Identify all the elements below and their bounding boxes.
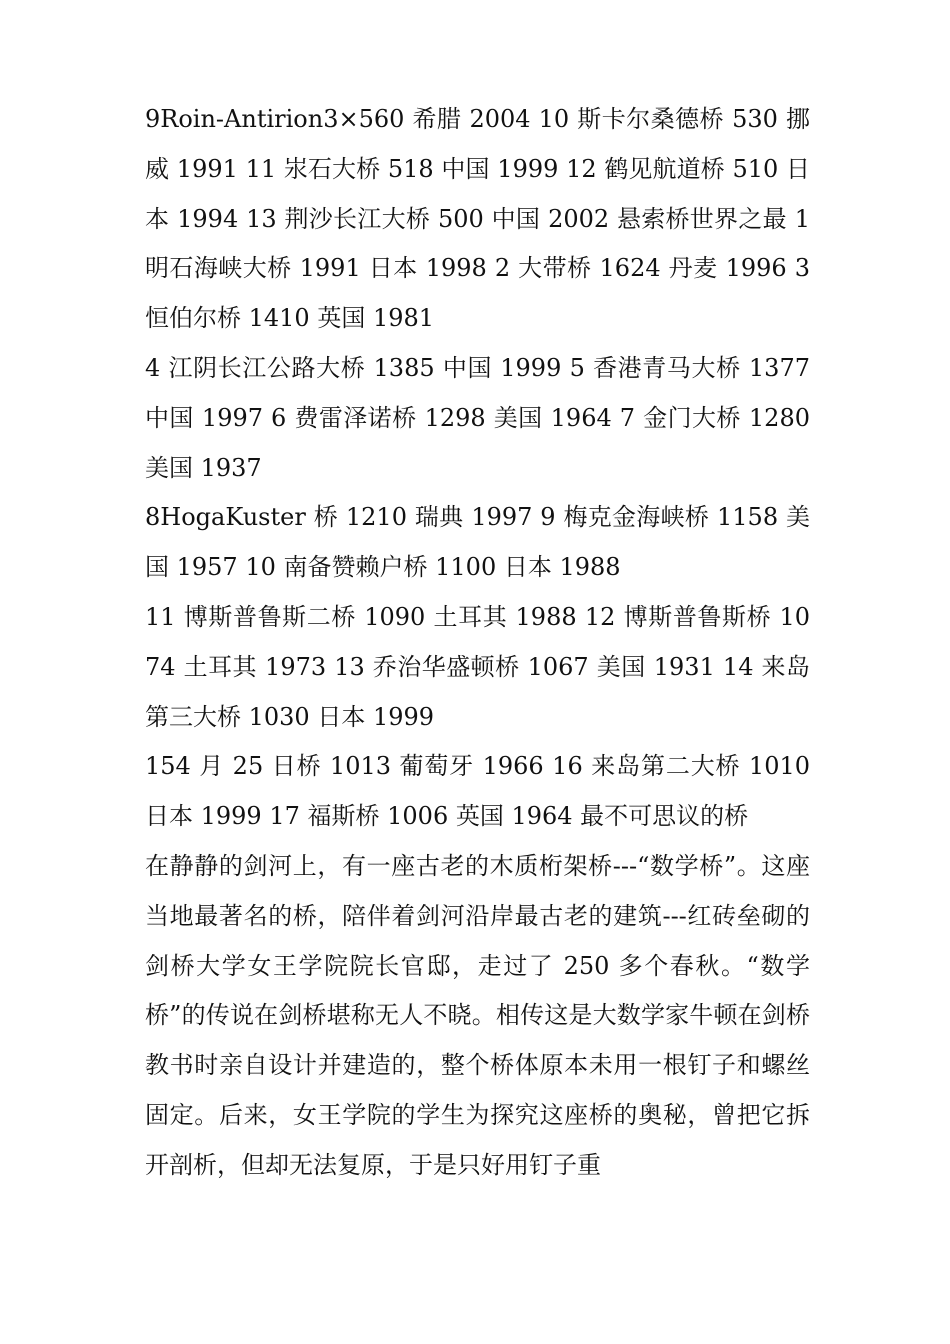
- paragraph-mathematical-bridge: 在静静的剑河上，有一座古老的木质桁架桥---“数学桥”。这座当地最著名的桥，陪伴着剑河沿岸最古老的建筑---红砖垒砌的剑桥大学女王学院院长官邸，走过了 250 多个春秋。“数学桥”的传说在剑桥堪称无人不晓。相传这是大数学家牛顿在剑桥教书时亲自设计并建造的，整个桥体原本未用一根钉子和螺丝固定。后来，女王学院的学生为探究这座桥的奥秘，曾把它拆开剖析，但却无法复原，于是只好用钉子重: [145, 851, 810, 1179]
- paragraph-suspension-list-part-2: 4 江阴长江公路大桥 1385 中国 1999 5 香港青马大桥 1377 中国 1997 6 费雷泽诺桥 1298 美国 1964 7 金门大桥 1280 美国 1937: [145, 353, 810, 482]
- paragraph-suspension-list-part-3: 8HogaKuster 桥 1210 瑞典 1997 9 梅克金海峡桥 1158 美国 1957 10 南备赞赖户桥 1100 日本 1988: [145, 503, 810, 582]
- paragraph-suspension-list-part-5: 154 月 25 日桥 1013 葡萄牙 1966 16 来岛第二大桥 1010 日本 1999 17 福斯桥 1006 英国 1964 最不可思议的桥: [145, 752, 810, 831]
- document-body: [145, 95, 810, 1191]
- paragraph-suspension-list-part-4: 11 博斯普鲁斯二桥 1090 土耳其 1988 12 博斯普鲁斯桥 1074 土耳其 1973 13 乔治华盛顿桥 1067 美国 1931 14 来岛第三大桥 1030 日本 1999: [145, 602, 810, 731]
- paragraph-cable-stayed-list: 9Roin-Antirion3×560 希腊 2004 10 斯卡尔桑德桥 530 挪威 1991 11 汖石大桥 518 中国 1999 12 鹤见航道桥 510 日本 1994 13 荆沙长江大桥 500 中国 2002 悬索桥世界之最 1 明石海峡大桥 1991 日本 1998 2 大带桥 1624 丹麦 1996 3 恒伯尔桥 1410 英国 1981: [145, 105, 810, 333]
